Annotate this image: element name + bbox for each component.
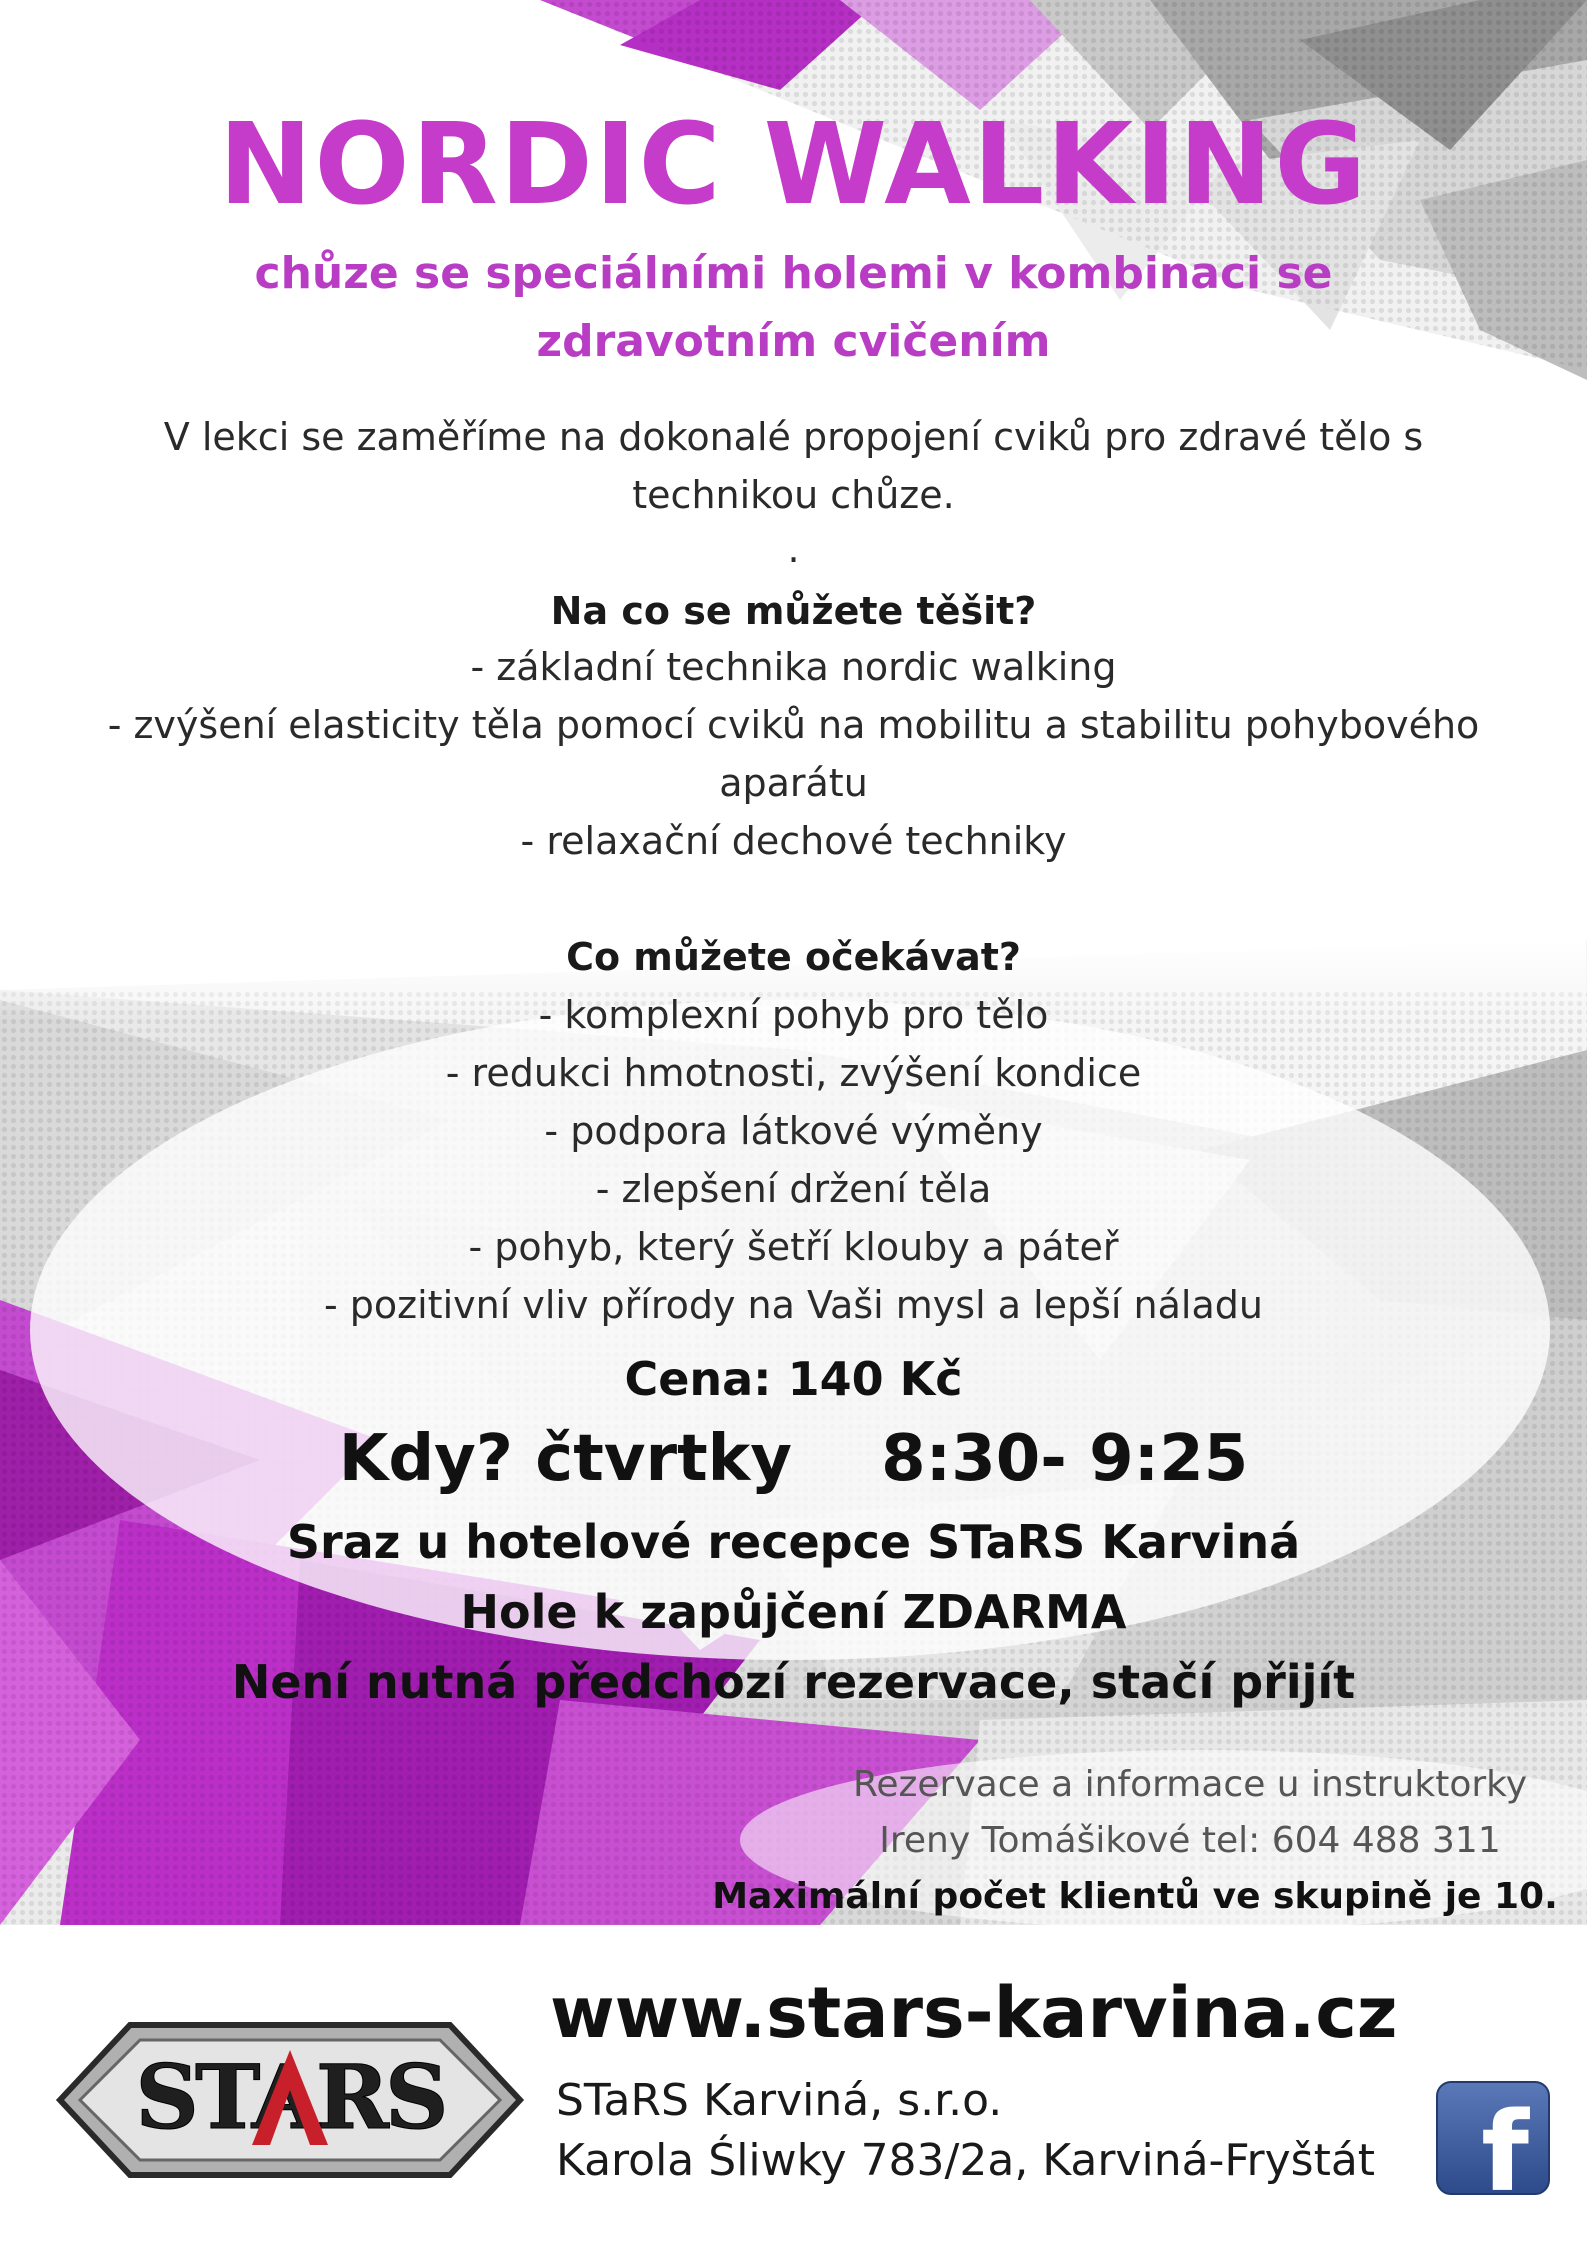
subtitle-line-1: chůze se speciálními holemi v kombinaci se	[254, 248, 1333, 299]
company-address: Karola Śliwky 783/2a, Karviná-Fryštát	[556, 2135, 1376, 2186]
section2-item: - pohyb, který šetří klouby a páteř	[468, 1225, 1119, 1269]
max-clients: Maximální počet klientů ve skupině je 10.	[712, 1876, 1558, 1917]
stars-logo	[40, 2010, 540, 2190]
section1-item: - relaxační dechové techniky	[520, 819, 1067, 863]
contact-line-1: Rezervace a informace u instruktorky	[852, 1764, 1528, 1805]
section2-item: - podpora látkové výměny	[544, 1109, 1043, 1153]
section2-item: - redukci hmotnosti, zvýšení kondice	[445, 1051, 1142, 1095]
schedule: Kdy? čtvrtky 8:30- 9:25	[338, 1422, 1249, 1496]
website-url[interactable]: www.stars-karvina.cz	[550, 1972, 1398, 2054]
intro-line-2: technikou chůze.	[632, 473, 955, 517]
section1-item: - základní technika nordic walking	[470, 645, 1117, 689]
section1-item: aparátu	[719, 761, 868, 805]
section2-item: - komplexní pohyb pro tělo	[538, 993, 1049, 1037]
reservation-note: Není nutná předchozí rezervace, stačí přijít	[231, 1655, 1356, 1709]
price: Cena: 140 Kč	[624, 1352, 963, 1406]
facebook-glyph: f	[1481, 2088, 1529, 2196]
section2-item: - pozitivní vliv přírody na Vaši mysl a lepší náladu	[324, 1283, 1263, 1327]
subtitle-line-2: zdravotním cvičením	[536, 316, 1051, 367]
section2-item: - zlepšení držení těla	[595, 1167, 992, 1211]
section1-heading: Na co se můžete těšit?	[550, 589, 1037, 633]
page-title: NORDIC WALKING	[218, 100, 1369, 230]
intro-dot: .	[787, 527, 800, 571]
intro-line-1: V lekci se zaměříme na dokonalé propojení cviků pro zdravé tělo s	[163, 415, 1424, 459]
section1-item: - zvýšení elasticity těla pomocí cviků na mobilitu a stabilitu pohybového	[107, 703, 1480, 747]
contact-line-2: Ireny Tomášikové tel: 604 488 311	[879, 1820, 1501, 1861]
company-name: STaRS Karviná, s.r.o.	[556, 2075, 1003, 2126]
meeting-point: Sraz u hotelové recepce STaRS Karviná	[286, 1515, 1301, 1569]
logo-text: STARS	[135, 2045, 445, 2149]
poles-info: Hole k zapůjčení ZDARMA	[460, 1585, 1127, 1639]
section2-heading: Co můžete očekávat?	[566, 935, 1021, 979]
facebook-icon[interactable]	[1435, 2080, 1551, 2196]
